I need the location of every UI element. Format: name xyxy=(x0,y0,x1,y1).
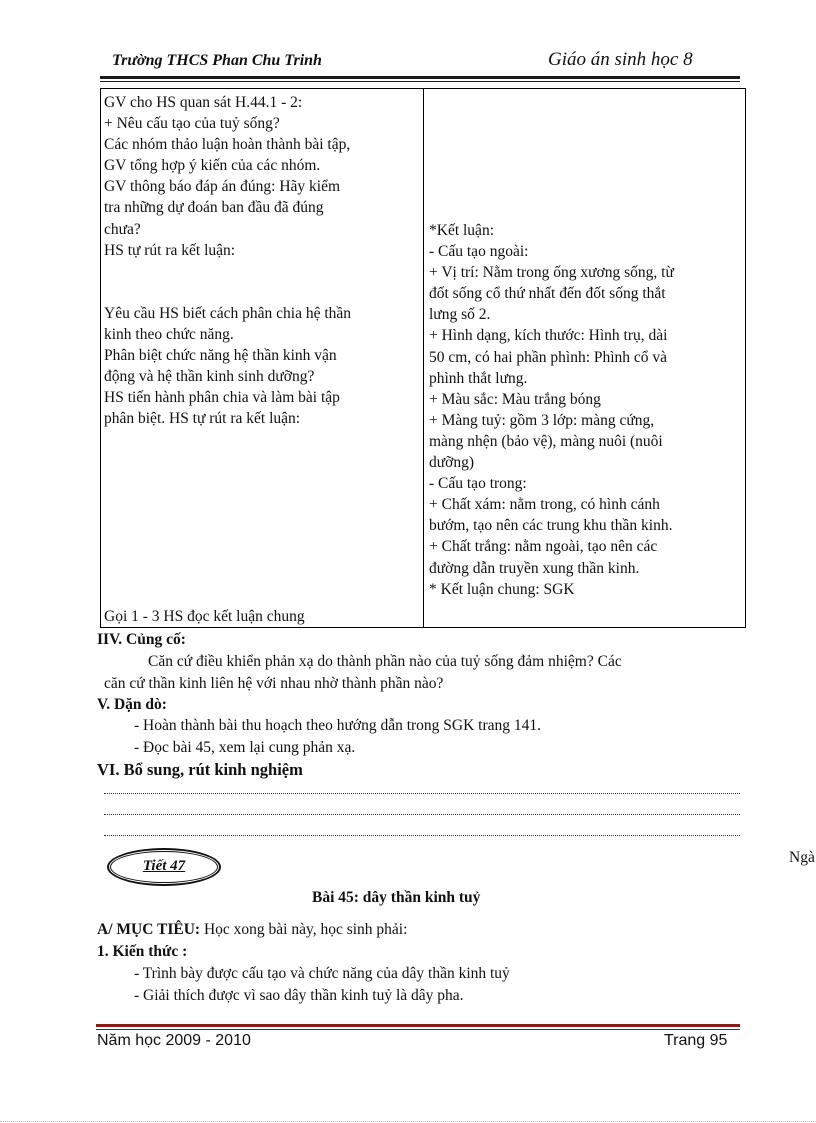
right-line: phình thắt lưng. xyxy=(429,369,528,387)
right-line: màng nhện (bảo vệ), màng nuôi (nuôi xyxy=(429,432,663,450)
kien-thuc-item: - Trình bày được cấu tạo và chức năng của dây thần kinh tuỷ xyxy=(134,965,510,982)
left-line: Yêu cầu HS biết cách phân chia hệ thần xyxy=(104,304,352,322)
dan-do-item: - Đọc bài 45, xem lại cung phản xạ. xyxy=(134,739,356,756)
cung-co-heading: IIV. Củng cố: xyxy=(97,631,186,648)
dotted-line xyxy=(104,814,740,816)
right-line: + Chất trắng: nằm ngoài, tạo nên các xyxy=(429,538,658,556)
right-line: + Màng tuỷ: gồm 3 lớp: màng cứng, xyxy=(429,411,655,429)
dan-do-heading: V. Dặn dò: xyxy=(97,696,167,713)
subject-title: Giáo án sinh học 8 xyxy=(548,49,693,70)
left-line: + Nêu cấu tạo của tuỷ sống? xyxy=(104,115,280,133)
left-footer-line: Gọi 1 - 3 HS đọc kết luận chung xyxy=(104,608,305,625)
date-cutoff-text: Ngà xyxy=(789,849,815,866)
right-line: + Màu sắc: Màu trắng bóng xyxy=(429,390,601,408)
left-line: Các nhóm thảo luận hoàn thành bài tập, xyxy=(104,136,351,154)
muc-tieu-text: Học xong bài này, học sinh phải: xyxy=(200,921,408,938)
left-line: GV thông báo đáp án đúng: Hãy kiểm xyxy=(104,178,341,196)
left-line: tra những dự đoán ban đầu đã đúng xyxy=(104,199,324,217)
right-line: + Vị trí: Nằm trong ống xương sống, từ xyxy=(429,264,674,282)
muc-tieu-line xyxy=(97,919,407,940)
kien-thuc-heading: 1. Kiến thức : xyxy=(97,943,188,960)
right-line: đường dẫn truyền xung thần kinh. xyxy=(429,559,640,577)
left-line: GV cho HS quan sát H.44.1 - 2: xyxy=(104,94,303,111)
lesson-title: Bài 45: dây thần kinh tuỷ xyxy=(312,889,481,906)
conclusion-column xyxy=(429,220,739,600)
table-column-divider xyxy=(423,88,424,628)
right-line: lưng số 2. xyxy=(429,306,491,324)
right-line: + Hình dạng, kích thước: Hình trụ, dài xyxy=(429,327,668,345)
right-line: - Cấu tạo ngoài: xyxy=(429,243,529,261)
left-line-blank xyxy=(104,261,416,282)
footer-rule-thin xyxy=(96,1029,740,1030)
teacher-activity-column xyxy=(104,92,416,430)
school-name: Trường THCS Phan Chu Trinh xyxy=(112,52,322,69)
page-number: Trang 95 xyxy=(664,1032,728,1049)
school-year: Năm học 2009 - 2010 xyxy=(97,1032,251,1049)
left-line: HS tự rút ra kết luận: xyxy=(104,241,236,259)
header-rule xyxy=(100,76,740,79)
left-line: động và hệ thần kinh sinh dưỡng? xyxy=(104,368,315,386)
right-line: đốt sống cổ thứ nhất đến đốt sống thắt xyxy=(429,285,666,303)
right-line: + Chất xám: nằm trong, có hình cánh xyxy=(429,496,660,514)
right-line: 50 cm, có hai phần phình: Phình cổ và xyxy=(429,348,668,366)
cung-co-line1: Căn cứ điều khiển phản xạ do thành phần nào của tuỷ sống đảm nhiệm? Các xyxy=(148,653,622,670)
bo-sung-heading: VI. Bổ sung, rút kinh nghiệm xyxy=(97,760,303,779)
right-line: * Kết luận chung: SGK xyxy=(429,580,575,598)
left-line: GV tổng hợp ý kiến của các nhóm. xyxy=(104,157,321,175)
right-line: *Kết luận: xyxy=(429,222,494,239)
left-line: phân biệt. HS tự rút ra kết luận: xyxy=(104,410,301,428)
right-line: - Cấu tạo trong: xyxy=(429,475,527,493)
dan-do-item: - Hoàn thành bài thu hoạch theo hướng dẫn trong SGK trang 141. xyxy=(134,717,542,734)
dotted-line xyxy=(104,835,740,837)
lesson-number: Tiết 47 xyxy=(142,858,186,874)
right-line: bướm, tạo nên các trung khu thần kinh. xyxy=(429,517,673,535)
cung-co-line2: căn cứ thần kinh liên hệ với nhau nhờ thành phần nào? xyxy=(104,675,444,692)
left-line-blank xyxy=(104,282,416,303)
dotted-line xyxy=(104,793,740,795)
left-line: Phân biệt chức năng hệ thần kinh vận xyxy=(104,347,337,365)
left-line: kinh theo chức năng. xyxy=(104,326,234,344)
header-rule-thin xyxy=(100,81,740,82)
footer-rule xyxy=(96,1024,740,1027)
muc-tieu-label: A/ MỤC TIÊU: xyxy=(97,921,201,938)
left-line: HS tiến hành phân chia và làm bài tập xyxy=(104,389,340,407)
kien-thuc-item: - Giải thích được vì sao dây thần kinh tuỷ là dây pha. xyxy=(134,987,464,1004)
left-line: chưa? xyxy=(104,220,141,238)
right-line: dưỡng) xyxy=(429,454,475,472)
